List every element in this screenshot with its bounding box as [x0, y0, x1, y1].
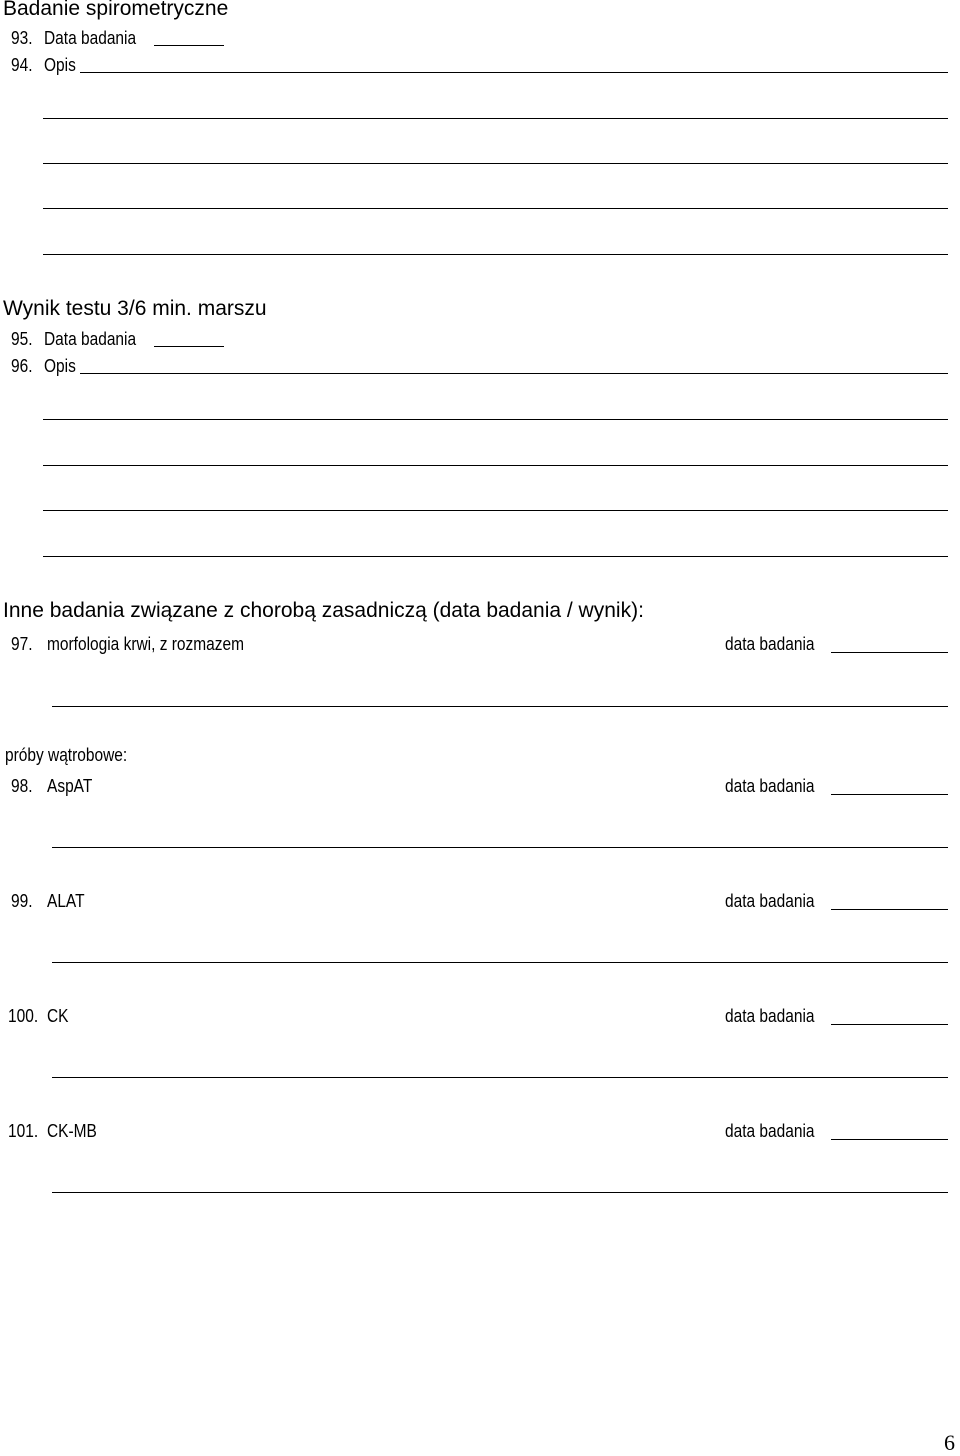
- description-line[interactable]: [43, 163, 948, 164]
- item-label-96: Opis: [44, 356, 76, 376]
- description-line[interactable]: [43, 254, 948, 255]
- description-line[interactable]: [43, 556, 948, 557]
- item-number-95: 95.: [11, 329, 33, 349]
- item-number-100: 100.: [8, 1006, 39, 1026]
- date-field-100[interactable]: [831, 1024, 948, 1025]
- date-label-100: data badania: [725, 1006, 815, 1026]
- result-field-99[interactable]: [52, 962, 948, 963]
- date-label-99: data badania: [725, 891, 815, 911]
- item-number-98: 98.: [11, 776, 33, 796]
- item-number-101: 101.: [8, 1121, 39, 1141]
- date-field-97[interactable]: [831, 652, 948, 653]
- item-label-99: ALAT: [47, 891, 85, 911]
- description-line[interactable]: [43, 510, 948, 511]
- item-label-97: morfologia krwi, z rozmazem: [47, 634, 244, 654]
- item-number-97: 97.: [11, 634, 33, 654]
- description-field-94[interactable]: [80, 72, 948, 73]
- page-number: 6: [944, 1430, 955, 1455]
- description-line[interactable]: [43, 465, 948, 466]
- section-heading-walk-test: Wynik testu 3/6 min. marszu: [3, 297, 267, 320]
- item-label-101: CK-MB: [47, 1121, 97, 1141]
- result-field-100[interactable]: [52, 1077, 948, 1078]
- date-field-98[interactable]: [831, 794, 948, 795]
- result-field-98[interactable]: [52, 847, 948, 848]
- result-field-97[interactable]: [52, 706, 948, 707]
- date-field-95[interactable]: [154, 346, 224, 347]
- date-label-101: data badania: [725, 1121, 815, 1141]
- item-label-98: AspAT: [47, 776, 93, 796]
- result-field-101[interactable]: [52, 1192, 948, 1193]
- item-label-93: Data badania: [44, 28, 137, 48]
- section-heading-other-tests: Inne badania związane z chorobą zasadniczą (data badania / wynik):: [3, 599, 644, 622]
- subheading-liver-tests: próby wątrobowe:: [5, 745, 128, 765]
- item-label-95: Data badania: [44, 329, 137, 349]
- date-field-99[interactable]: [831, 909, 948, 910]
- date-label-97: data badania: [725, 634, 815, 654]
- date-label-98: data badania: [725, 776, 815, 796]
- item-label-94: Opis: [44, 55, 76, 75]
- description-line[interactable]: [43, 118, 948, 119]
- description-line[interactable]: [43, 208, 948, 209]
- item-number-94: 94.: [11, 55, 33, 75]
- item-number-96: 96.: [11, 356, 33, 376]
- item-number-99: 99.: [11, 891, 33, 911]
- description-line[interactable]: [43, 419, 948, 420]
- date-field-101[interactable]: [831, 1139, 948, 1140]
- description-field-96[interactable]: [80, 373, 948, 374]
- section-heading-spirometry: Badanie spirometryczne: [3, 0, 229, 20]
- item-number-93: 93.: [11, 28, 33, 48]
- item-label-100: CK: [47, 1006, 69, 1026]
- date-field-93[interactable]: [154, 45, 224, 46]
